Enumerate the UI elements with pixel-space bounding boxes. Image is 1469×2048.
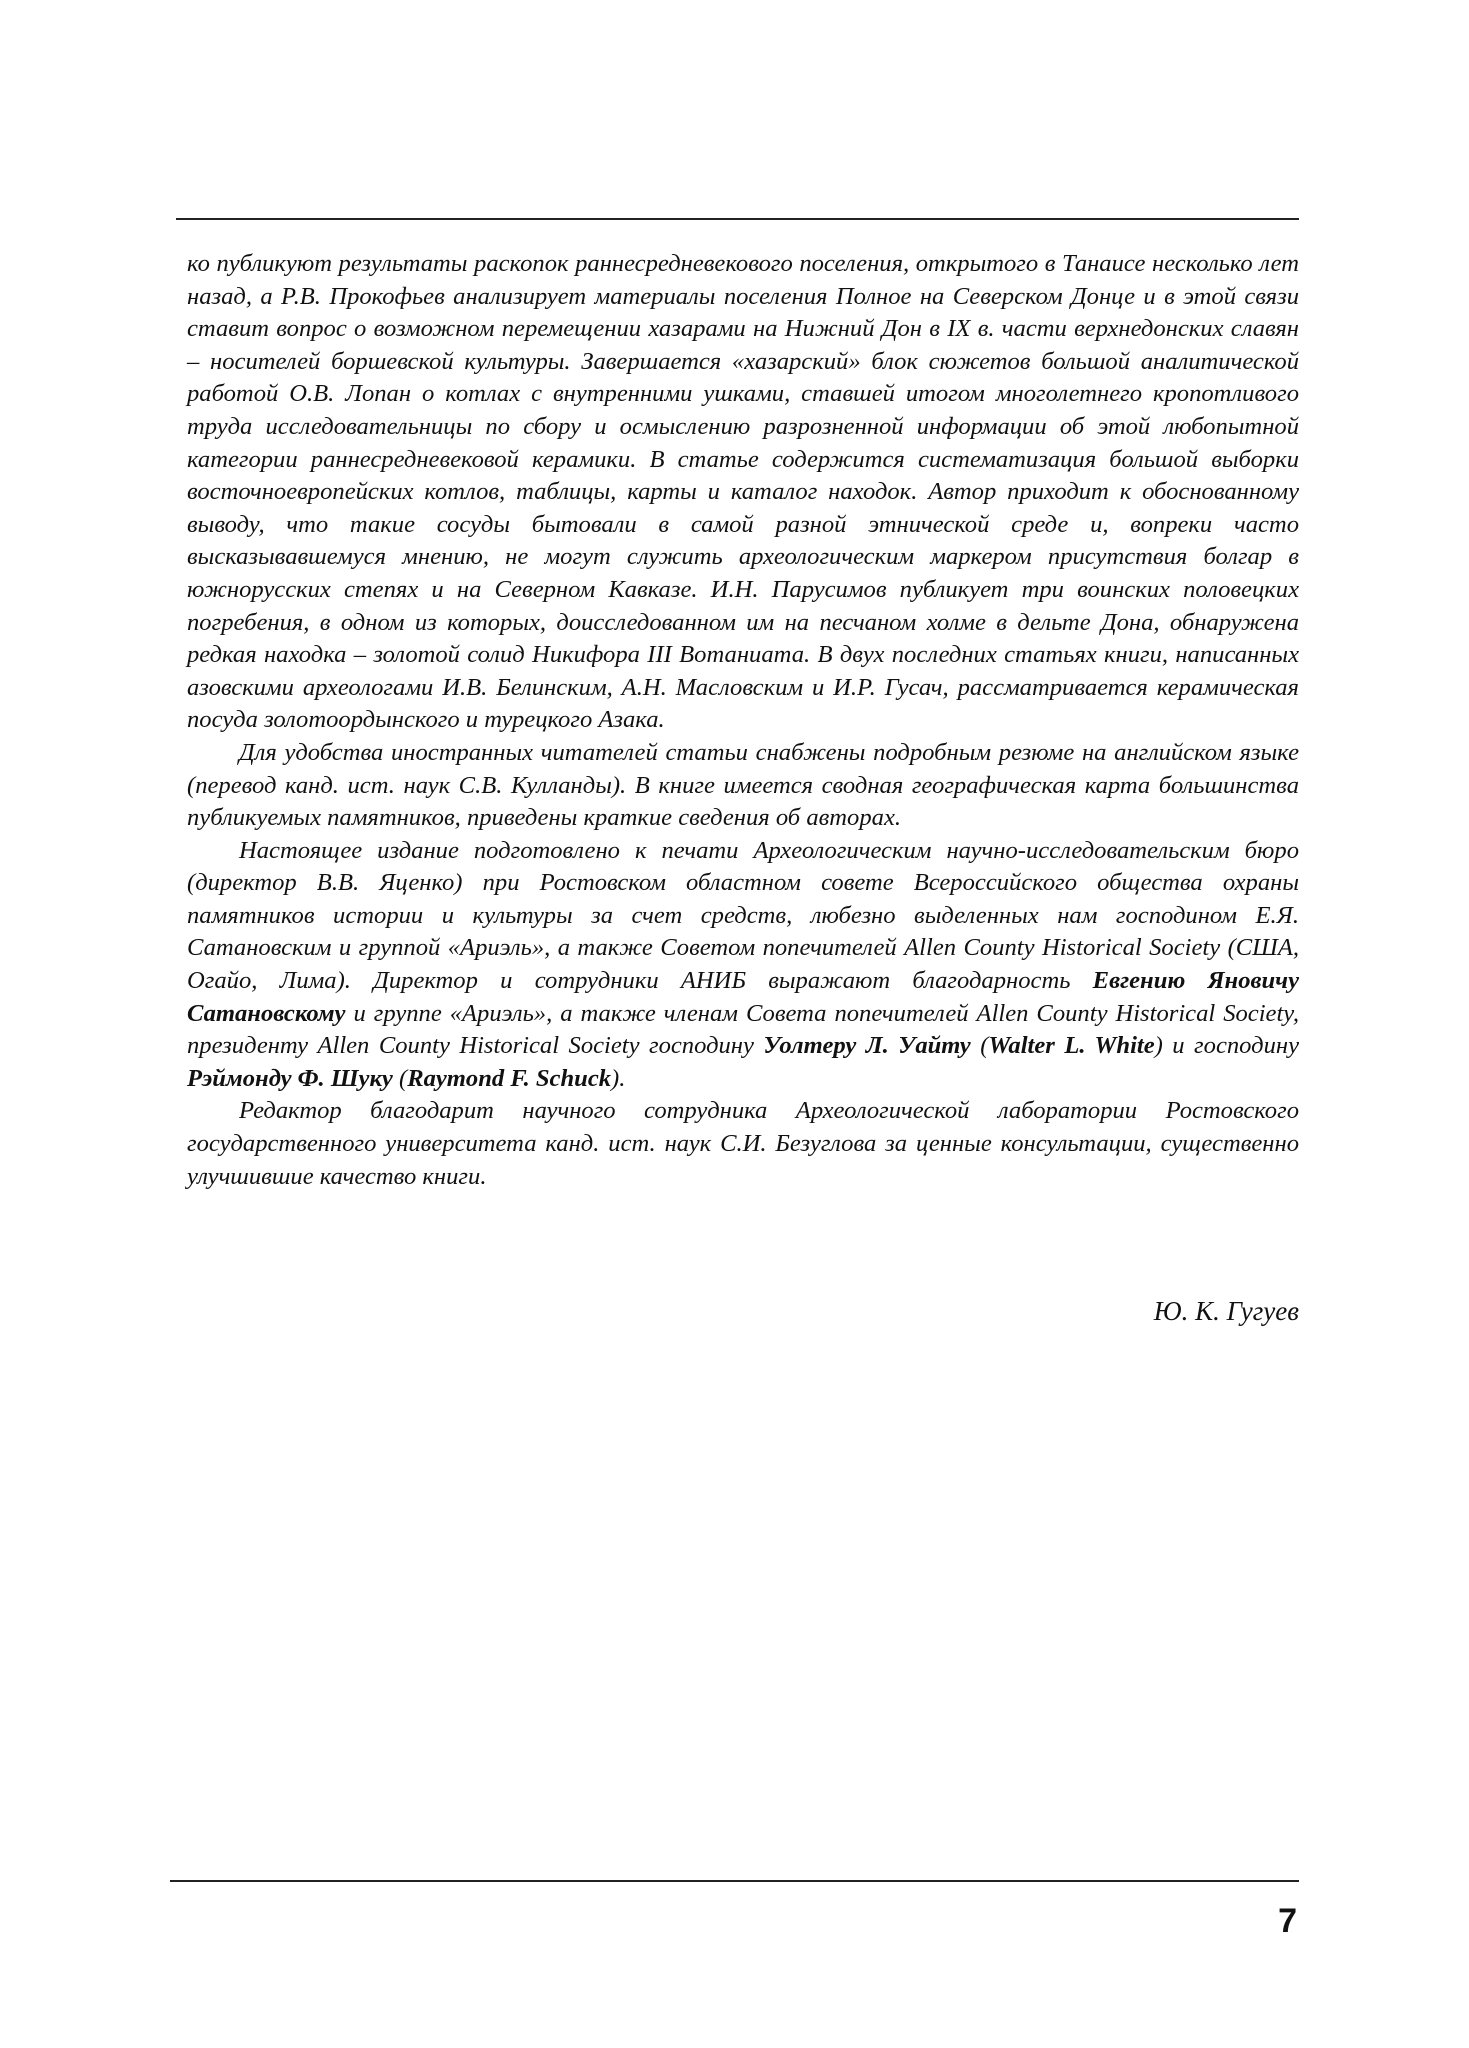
bottom-rule xyxy=(170,1880,1299,1882)
ack-name-satanovsky: Евгению Яновичу Сатановскому xyxy=(187,967,1299,1027)
ack-text-6: ). xyxy=(611,1064,626,1092)
ack-text-4: ) и господину xyxy=(1154,1032,1299,1060)
paragraph-translation-note: Для удобства иностранных читателей статьи снабжены подробным резюме на английском языке (перевод канд. ист. наук С.В. Кулланды). В книге имеется сводная географическая карта большинства публикуемых памятников, приведены краткие сведения об авторах. xyxy=(187,738,1299,832)
ack-text-5: ( xyxy=(392,1064,408,1092)
top-rule xyxy=(176,218,1299,220)
paragraph-continuation: ко публикуют результаты раскопок раннесредневекового поселения, открытого в Танаисе несколько лет назад, а Р.В. Прокофьев анализирует материалы поселения Полное на Северском Донце и в этой связи ставит вопрос о возможном перемещении хазарами на Нижний Дон в IX в. части верхнедонских славян – носителей боршевской культуры. Завершается «хазарский» блок сюжетов большой аналитической работой О.В. Лопан о котлах с внутренними ушками, ставшей итогом многолетнего кропотливого труда исследовательницы по сбору и осмыслению разрозненной информации об этой любопытной категории раннесредневековой керамики. В статье содержится систематизация большой выборки восточноевропейских котлов, таблицы, карты и каталог находок. Автор приходит к обоснованному выводу, что такие сосуды бытовали в самой разной этнической среде и, вопреки часто высказывавшемуся мнению, не могут служить археологическим маркером присутствия болгар в южнорусских степях и на Северном Кавказе. И.Н. Парусимов публикует три воинских половецких погребения, в одном из которых, доисследованном им на песчаном холме в дельте Дона, обнаружена редкая находка – золотой солид Никифора III Вотаниата. В двух последних статьях книги, написанных азовскими археологами И.В. Белинским, А.Н. Масловским и И.Р. Гусач, рассматривается керамическая посуда золотоордынского и турецкого Азака. xyxy=(187,250,1299,734)
page-number: 7 xyxy=(1278,1902,1297,1940)
ack-text-3: ( xyxy=(970,1032,989,1060)
body-text xyxy=(187,248,1299,1193)
paragraph-acknowledgements xyxy=(187,835,1299,1096)
ack-name-schuck-ru: Рэймонду Ф. Шуку xyxy=(187,1064,393,1092)
ack-name-white-ru: Уолтеру Л. Уайту xyxy=(763,1032,971,1060)
author-signature: Ю. К. Гугуев xyxy=(1153,1296,1299,1326)
ack-text-2: и группе «Ариэль», а также членам Совета попечителей Allen County Historical Society, президенту Allen County Historical Society господину xyxy=(187,999,1299,1060)
ack-name-white-en: Walter L. White xyxy=(988,1032,1155,1060)
ack-name-schuck-en: Raymond F. Schuck xyxy=(407,1064,612,1092)
paragraph-editor-thanks: Редактор благодарит научного сотрудника Археологической лаборатории Ростовского государственного университета канд. ист. наук С.И. Безуглова за ценные консультации, существенно улучшившие качество книги. xyxy=(187,1097,1299,1190)
ack-text-1: Настоящее издание подготовлено к печати Археологическим научно-исследовательским бюро (директор В.В. Яценко) при Ростовском областном совете Всероссийского общества охраны памятников истории и культуры за счет средств, любезно выделенных нам господином Е.Я. Сатановским и группой «Ариэль», а также Советом попечителей Allen County Historical Society (США, Огайо, Лима). Директор и сотрудники АНИБ выражают благодарность xyxy=(187,836,1299,995)
